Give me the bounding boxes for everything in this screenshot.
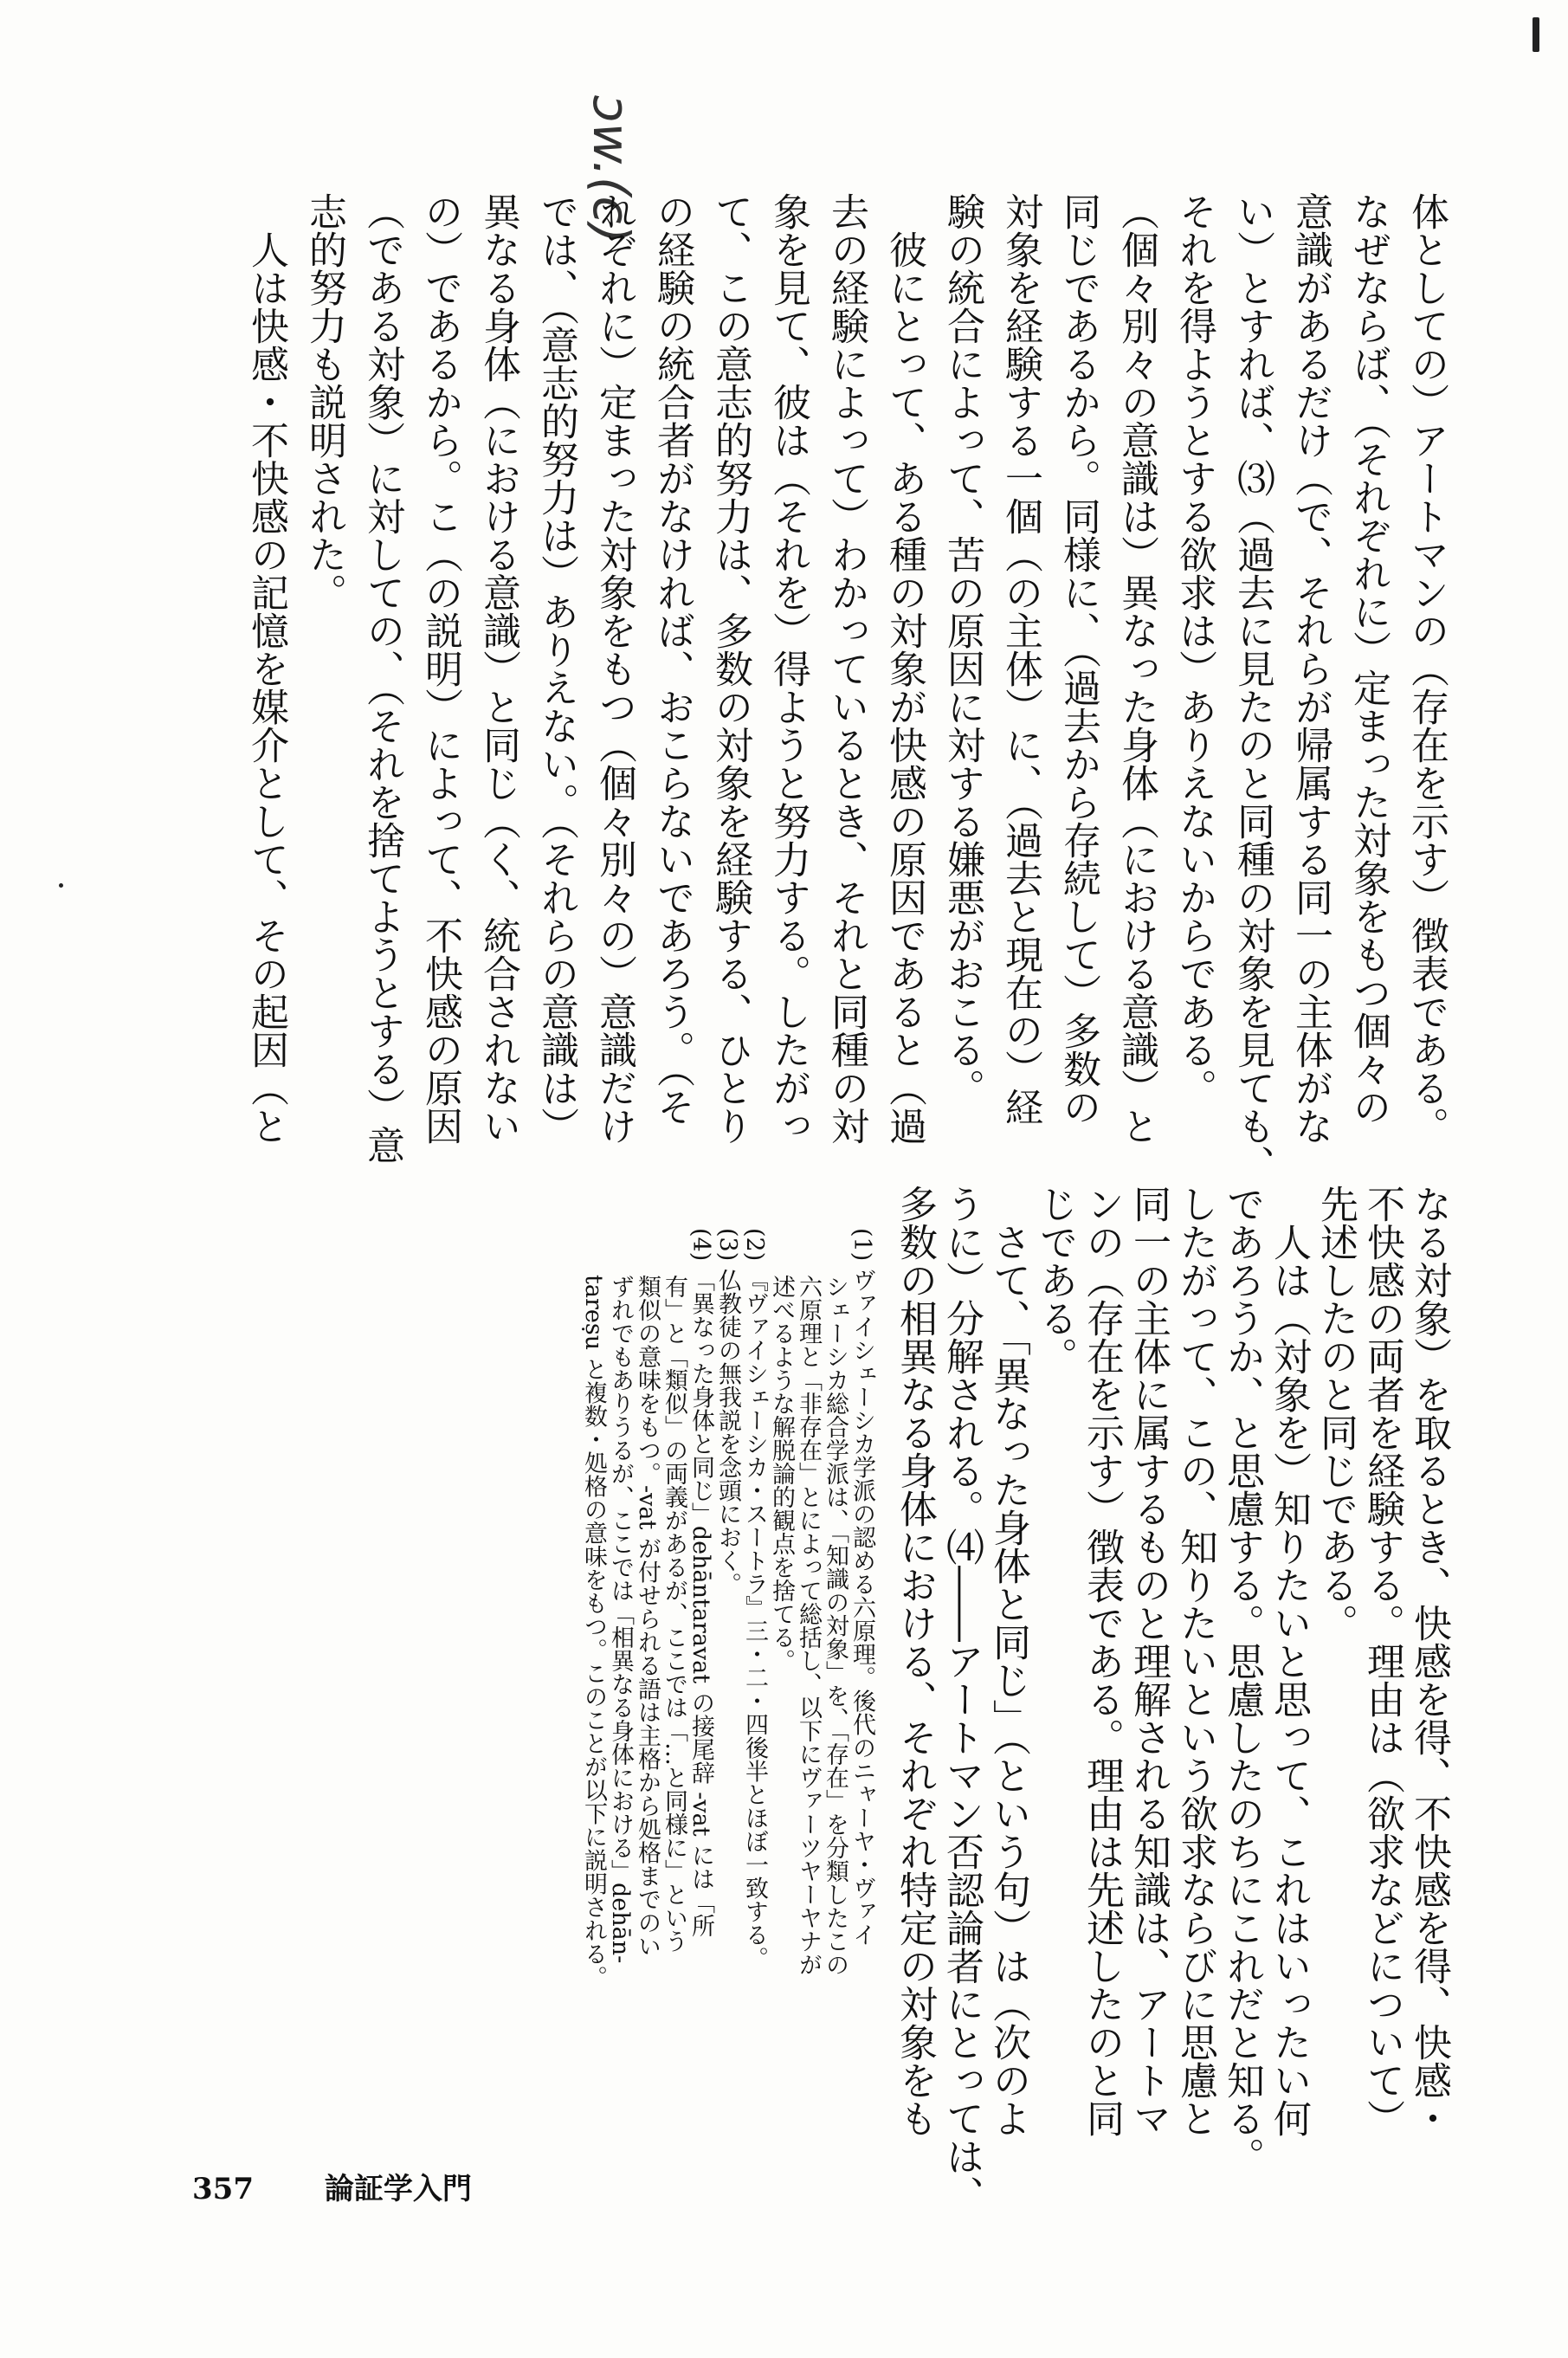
text-line: 同一の主体に属するものと理解される知識は、アートマ [1126, 1185, 1171, 2137]
page-number: 357 [192, 2172, 254, 2206]
footnote-line: 六原理と「非存在」とによって総括し、以下にヴァーツヤーヤナが [795, 1275, 822, 1976]
footnote-line: (3) 仏教徒の無我説を念頭におく。 [714, 1228, 741, 1596]
text-line: 対象を経験する一個（の主体）に、（過去と現在の）経 [998, 192, 1042, 1126]
text-line: ンの（存在を示す）徴表である。理由は先述したのと同 [1080, 1185, 1124, 2137]
text-line: したがって、この、知りたいという欲求ならびに思慮と [1173, 1185, 1217, 2137]
text-line: い）とすれば、⑶（過去に見たのと同種の対象を見ても、 [1230, 192, 1274, 1183]
footnote-line: 有」と「類似」の両義があるが、ここでは「…と同様に」という [661, 1275, 687, 1953]
scan-speck [59, 883, 63, 888]
text-line: 験の統合によって、苦の原因に対する嫌悪がおこる。 [940, 192, 984, 1107]
text-line: であろうか、と思慮する。思慮したのちにこれだと知る。 [1220, 1185, 1264, 2175]
text-line: 彼にとって、ある種の対象が快感の原因であると（過 [882, 230, 926, 1145]
text-line: 多数の相異なる身体における、それぞれ特定の対象をも [893, 1185, 937, 2137]
text-line: 人は（対象を）知りたいと思って、これはいったい何 [1267, 1223, 1311, 2137]
text-line: の経験の統合者がなければ、おこらないであろう。（そ [650, 192, 694, 1126]
footnote-line: (1) ヴァイシェーシカ学派の認める六原理。後代のニャーヤ・ヴァイ [849, 1228, 875, 1947]
text-line: の）であるから。こ（の説明）によって、不快感の原因 [418, 192, 462, 1145]
text-line: 同じであるから。同様に、（過去から存続して）多数の [1056, 192, 1100, 1126]
text-line: なる対象）を取るとき、快感を得、不快感を得、快感・ [1407, 1185, 1451, 2137]
book-title: 論証学入門 [324, 2172, 472, 2206]
footnote-line: (2) 『ヴァイシェーシカ・スートラ』三・二・四後半とほぼ一致する。 [741, 1228, 768, 1970]
text-line: 意識があるだけ（で、それらが帰属する同一の主体がな [1288, 192, 1332, 1145]
text-line: 象を見て、彼は（それを）得ようと努力する。したがっ [766, 192, 810, 1145]
text-line: （である対象）に対しての、（それを捨てようとする）意 [360, 192, 404, 1164]
text-line: それを得ようとする欲求は）ありえないからである。 [1172, 192, 1216, 1107]
footnote-line: ずれでもありうるが、ここでは「相異なる身体における」dehān- [607, 1275, 634, 1964]
text-line: なぜならば、（それぞれに）定まった対象をもつ個々の [1346, 192, 1391, 1126]
text-line: 人は快感・不快感の記憶を媒介として、その起因（と [244, 230, 288, 1145]
text-line: れぞれに）定まった対象をもつ（個々別々の）意識だけ [592, 192, 636, 1145]
scan-speck [1533, 17, 1539, 52]
footnote-line: (4) 「異なった身体と同じ」dehāntaravat の接尾辞 -vat には「所 [687, 1228, 714, 1938]
text-line: 去の経験によって）わかっているとき、それと同種の対 [824, 192, 868, 1145]
text-line: じである。 [1033, 1185, 1077, 1375]
text-line: 体としての）アートマンの（存在を示す）徴表である。 [1404, 192, 1449, 1145]
footnote-line: tareṣu と複数・処格の意味をもつ。このことが以下に説明される。 [580, 1275, 607, 1989]
footnote-line: 類似の意味をもつ。-vat が付せられる語は主格から処格までのい [634, 1275, 661, 1958]
text-line: 不快感の両者を経験する。理由は（欲求などについて） [1360, 1185, 1404, 2137]
text-line: 異なる身体（における意識）と同じ（く、統合されない [476, 192, 520, 1145]
handwritten-annotation: ɔw.(c) [582, 95, 641, 244]
footnotes [580, 1228, 875, 2189]
text-line: さて、「異なった身体と同じ」（という句）は（次のよ [986, 1223, 1030, 2137]
footnote-line: 述べるような解脱論的観点を捨てる。 [768, 1275, 795, 1672]
main-text-lower [891, 1185, 1452, 2213]
text-line: 志的努力も説明された。 [302, 192, 346, 611]
text-line: では、（意志的努力は）ありえない。（それらの意識は） [534, 192, 578, 1145]
text-line: うに）分解される。⑷――アートマン否認論者にとっては、 [939, 1185, 984, 2213]
text-line: て、この意志的努力は、多数の対象を経験する、ひとり [708, 192, 752, 1145]
page-footer [192, 2165, 532, 2207]
text-line: 先述したのと同じである。 [1313, 1185, 1358, 1642]
text-line: （個々別々の意識は）異なった身体（における意識）と [1114, 192, 1158, 1145]
footnote-line: シェーシカ総合学派は、「知識の対象」を、「存在」を分類したこの [822, 1275, 849, 1976]
main-text-upper [237, 192, 1455, 1183]
